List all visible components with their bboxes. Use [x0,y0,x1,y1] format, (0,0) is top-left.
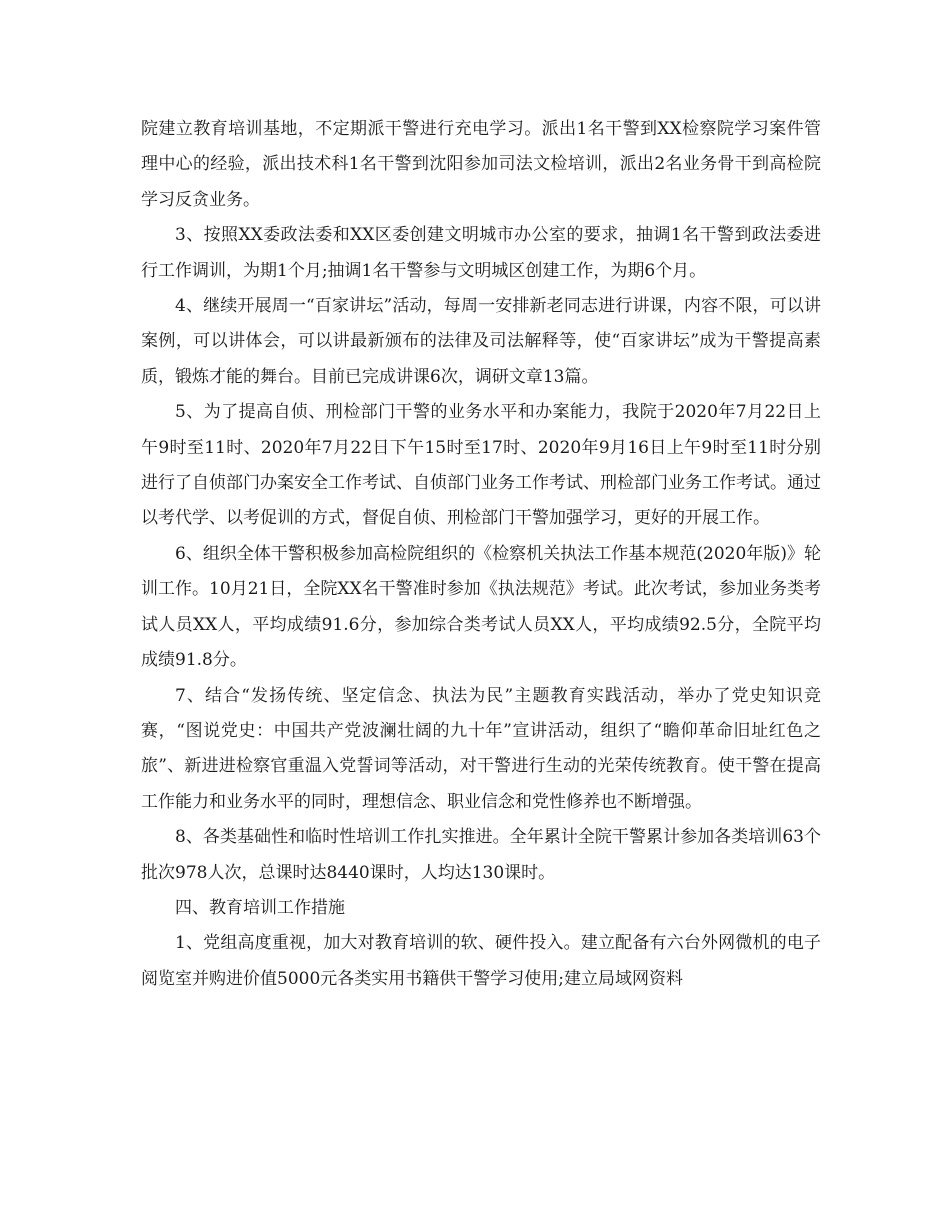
document-body [141,112,821,997]
section-heading-4: 四、教育培训工作措施 [175,897,345,918]
paragraph-item-3: 3、按照XX委政法委和XX区委创建文明城市办公室的要求，抽调1名干警到政法委进行工作调训，为期1个月;抽调1名干警参与文明城区创建工作，为期6个月。 [141,225,821,281]
paragraph-item-5: 5、为了提高自侦、刑检部门干警的业务水平和办案能力，我院于2020年7月22日上午9时至11时、2020年7月22日下午15时至17时、2020年9月16日上午9时至11时分别进行了自侦部门办案安全工作考试、自侦部门业务工作考试、刑检部门业务工作考试。通过以考代学、以考促训的方式，督促自侦、刑检部门干警加强学习，更好的开展工作。 [141,402,821,529]
paragraph-item-4: 4、继续开展周一“百家讲坛”活动，每周一安排新老同志进行讲课，内容不限，可以讲案例，可以讲体会，可以讲最新颁布的法律及司法解释等，使“百家讲坛”成为干警提高素质，锻炼才能的舞台。目前已完成讲课6次，调研文章13篇。 [141,296,821,387]
paragraph-continued: 院建立教育培训基地，不定期派干警进行充电学习。派出1名干警到XX检察院学习案件管理中心的经验，派出技术科1名干警到沈阳参加司法文检培训，派出2名业务骨干到高检院学习反贪业务。 [141,119,821,210]
paragraph-measure-1: 1、党组高度重视，加大对教育培训的软、硬件投入。建立配备有六台外网微机的电子阅览室并购进价值5000元各类实用书籍供干警学习使用;建立局域网资料 [141,933,821,989]
paragraph-item-8: 8、各类基础性和临时性培训工作扎实推进。全年累计全院干警累计参加各类培训63个批次978人次，总课时达8440课时，人均达130课时。 [141,827,821,883]
paragraph-item-6: 6、组织全体干警积极参加高检院组织的《检察机关执法工作基本规范(2020年版)》轮训工作。10月21日，全院XX名干警准时参加《执法规范》考试。此次考试，参加业务类考试人员XX人，平均成绩91.6分，参加综合类考试人员XX人，平均成绩92.5分，全院平均成绩91.8分。 [141,543,821,671]
paragraph-item-7: 7、结合“发扬传统、坚定信念、执法为民”主题教育实践活动，举办了党史知识竞赛，“图说党史：中国共产党波澜壮阔的九十年”宣讲活动，组织了“瞻仰革命旧址红色之旅”、新进进检察官重温入党誓词等活动，对干警进行生动的光荣传统教育。使干警在提高工作能力和业务水平的同时，理想信念、职业信念和党性修养也不断增强。 [141,685,821,812]
